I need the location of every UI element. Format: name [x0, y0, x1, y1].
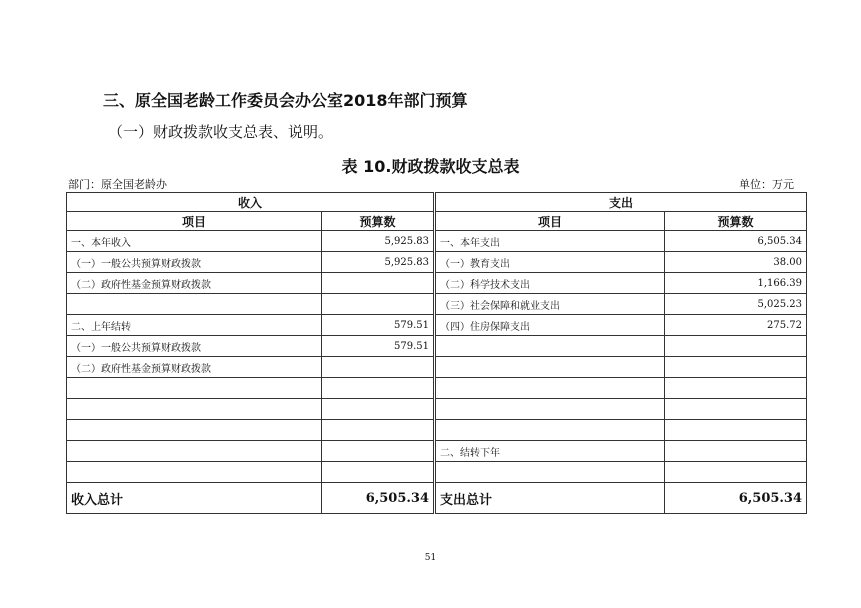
income-value-cell: 5,925.83 — [322, 231, 435, 252]
income-value-cell — [322, 378, 435, 399]
expense-value-cell: 5,025.23 — [665, 294, 807, 315]
income-value-cell: 579.51 — [322, 336, 435, 357]
expense-value-cell — [665, 441, 807, 462]
income-item-header: 项目 — [67, 212, 322, 231]
income-value-cell — [322, 399, 435, 420]
table-row — [67, 231, 807, 252]
income-value-cell — [322, 357, 435, 378]
table-row — [67, 420, 807, 441]
income-item-cell: 一、本年收入 — [67, 231, 322, 252]
table-row — [67, 399, 807, 420]
income-value-cell — [322, 462, 435, 483]
table-row — [67, 357, 807, 378]
expense-value-cell — [665, 399, 807, 420]
income-item-cell — [67, 378, 322, 399]
income-value-cell: 5,925.83 — [322, 252, 435, 273]
total-row — [67, 483, 807, 514]
income-value-cell — [322, 294, 435, 315]
expense-value-cell — [665, 462, 807, 483]
expense-item-cell — [435, 378, 665, 399]
income-item-cell — [67, 399, 322, 420]
table-title: 表 10.财政拨款收支总表 — [341, 157, 520, 176]
expense-value-cell — [665, 357, 807, 378]
expense-item-cell — [435, 399, 665, 420]
expense-item-cell — [435, 336, 665, 357]
expense-value-cell: 1,166.39 — [665, 273, 807, 294]
column-header-row — [67, 212, 807, 231]
expense-item-cell: 二、结转下年 — [435, 441, 665, 462]
expense-value-cell — [665, 420, 807, 441]
expense-value-cell: 275.72 — [665, 315, 807, 336]
section-heading: 三、原全国老龄工作委员会办公室2018年部门预算 — [103, 91, 468, 110]
expense-value-cell — [665, 336, 807, 357]
expense-item-cell — [435, 420, 665, 441]
expense-item-cell: （二）科学技术支出 — [435, 273, 665, 294]
income-total-value: 6,505.34 — [322, 483, 435, 514]
table-row — [67, 462, 807, 483]
table-row — [67, 294, 807, 315]
income-item-cell: （二）政府性基金预算财政拨款 — [67, 273, 322, 294]
income-item-cell — [67, 441, 322, 462]
section-header-row — [67, 193, 807, 212]
table-row — [67, 336, 807, 357]
expense-value-cell: 38.00 — [665, 252, 807, 273]
expense-value-cell: 6,505.34 — [665, 231, 807, 252]
income-total-label: 收入总计 — [67, 483, 322, 514]
department-label: 部门：原全国老龄办 — [68, 178, 167, 191]
income-item-cell — [67, 294, 322, 315]
income-header: 收入 — [67, 193, 435, 212]
income-value-cell — [322, 420, 435, 441]
income-item-cell: （一）一般公共预算财政拨款 — [67, 252, 322, 273]
table-row — [67, 273, 807, 294]
table-row — [67, 378, 807, 399]
subsection-heading: （一）财政拨款收支总表、说明。 — [108, 123, 334, 141]
expense-header: 支出 — [435, 193, 807, 212]
table-row — [67, 441, 807, 462]
income-item-cell: （一）一般公共预算财政拨款 — [67, 336, 322, 357]
expense-total-value: 6,505.34 — [665, 483, 807, 514]
expense-total-label: 支出总计 — [435, 483, 665, 514]
expense-item-cell: （一）教育支出 — [435, 252, 665, 273]
income-item-cell — [67, 462, 322, 483]
expense-item-cell: （三）社会保障和就业支出 — [435, 294, 665, 315]
income-value-cell — [322, 273, 435, 294]
income-budget-header: 预算数 — [322, 212, 435, 231]
income-value-cell — [322, 441, 435, 462]
income-item-cell: （二）政府性基金预算财政拨款 — [67, 357, 322, 378]
expense-budget-header: 预算数 — [665, 212, 807, 231]
table-row — [67, 315, 807, 336]
expense-item-cell — [435, 462, 665, 483]
expense-item-cell: 一、本年支出 — [435, 231, 665, 252]
income-value-cell: 579.51 — [322, 315, 435, 336]
page-number: 51 — [424, 553, 437, 563]
expense-item-cell: （四）住房保障支出 — [435, 315, 665, 336]
unit-label: 单位：万元 — [739, 178, 794, 191]
expense-value-cell — [665, 378, 807, 399]
budget-table — [66, 192, 807, 514]
expense-item-cell — [435, 357, 665, 378]
income-item-cell — [67, 420, 322, 441]
table-row — [67, 252, 807, 273]
expense-item-header: 项目 — [435, 212, 665, 231]
income-item-cell: 二、上年结转 — [67, 315, 322, 336]
